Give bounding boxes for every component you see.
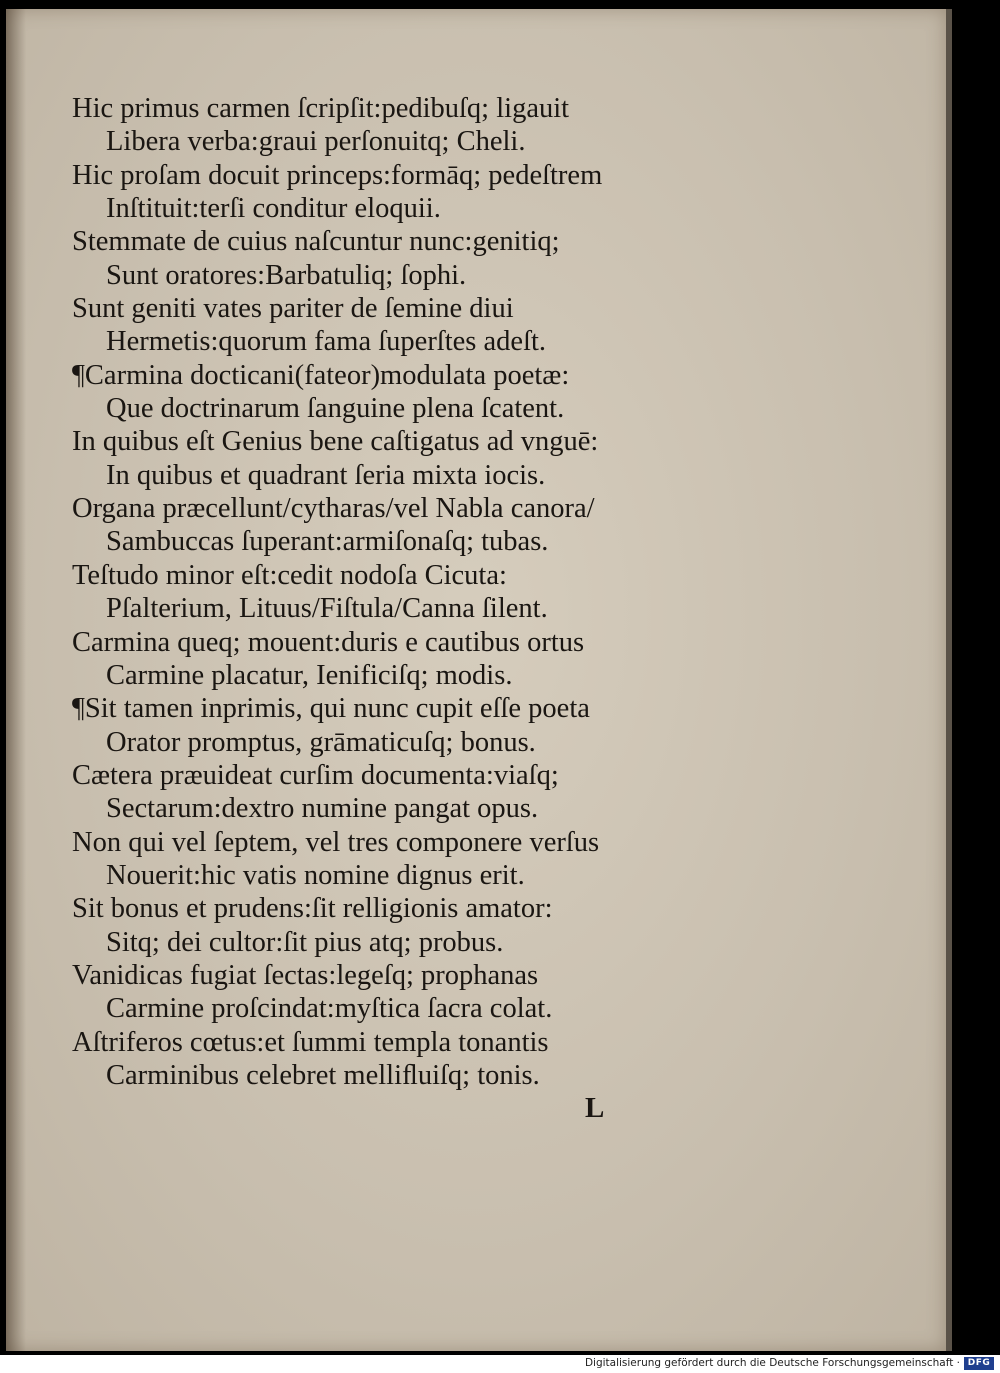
verse-line: Sambuccas ſuperant:armiſonaſq; tubas.: [106, 526, 549, 558]
verse-line: Carmine proſcindat:myſtica ſacra colat.: [106, 993, 553, 1025]
verse-line: Inſtituit:terſi conditur eloquii.: [106, 193, 441, 225]
verse-line: Hic proſam docuit princeps:formāq; pedeſtrem: [72, 159, 603, 191]
verse-line: Pſalterium, Lituus/Fiſtula/Canna ſilent.: [106, 593, 548, 625]
verse-line: Sectarum:dextro numine pangat opus.: [106, 793, 539, 825]
verse-line: Sunt oratores:Barbatuliq; ſophi.: [106, 259, 467, 291]
verse-line: Non qui vel ſeptem, vel tres componere verſus: [72, 826, 600, 858]
gutter-shadow: [6, 9, 26, 1351]
verse-line: Cætera præuideat curſim documenta:viaſq;: [72, 759, 559, 791]
verse-line: Organa præcellunt/cytharas/vel Nabla canora/: [72, 493, 595, 525]
verse-line: Sitq; dei cultor:ſit pius atq; probus.: [106, 926, 504, 958]
verse-line: Aſtriferos cœtus:et ſummi templa tonantis: [72, 1026, 549, 1058]
verse-line: Nouerit:hic vatis nomine dignus erit.: [106, 859, 525, 891]
verse-line: In quibus et quadrant ſeria mixta iocis.: [106, 459, 546, 491]
digitization-footer: [0, 1355, 1000, 1373]
verse-text-block: [72, 92, 692, 1092]
verse-line: Carmina queq; mouent:duris e cautibus ortus: [72, 626, 585, 658]
verse-line: Carmine placatur, Ienificiſq; modis.: [106, 659, 513, 691]
verse-line: Vanidicas fugiat ſectas:legeſq; prophanas: [72, 959, 539, 991]
verse-line: Sit bonus et prudens:ſit relligionis amator:: [72, 893, 553, 925]
verse-line: Que doctrinarum ſanguine plena ſcatent.: [106, 393, 565, 425]
footer-credit: Digitalisierung gefördert durch die Deutsche Forschungsgemeinschaft ·: [584, 1357, 960, 1369]
verse-line: Stemmate de cuius naſcuntur nunc:genitiq;: [72, 226, 560, 258]
verse-line: Teſtudo minor eſt:cedit nodoſa Cicuta:: [72, 559, 507, 591]
catchword: L: [585, 1092, 605, 1124]
verse-line: Libera verba:graui perſonuitq; Cheli.: [106, 126, 526, 158]
verse-line: Hic primus carmen ſcripſit:pedibuſq; ligauit: [72, 93, 570, 124]
verse-line: ¶Sit tamen inprimis, qui nunc cupit eſſe poeta: [72, 693, 590, 725]
dfg-logo-icon[interactable]: DFG: [964, 1357, 994, 1370]
page-edge: [946, 9, 952, 1351]
verse-line: ¶Carmina docticani(fateor)modulata poetæ:: [72, 359, 570, 391]
verse-line: In quibus eſt Genius bene caſtigatus ad vnguē:: [72, 426, 599, 458]
verse-line: Hermetis:quorum fama ſuperſtes adeſt.: [106, 326, 547, 358]
verse-line: Orator promptus, grāmaticuſq; bonus.: [106, 726, 536, 758]
verse-line: Sunt geniti vates pariter de ſemine diui: [72, 293, 514, 325]
verse-line: Carminibus celebret melliﬂuiſq; tonis.: [106, 1059, 540, 1091]
